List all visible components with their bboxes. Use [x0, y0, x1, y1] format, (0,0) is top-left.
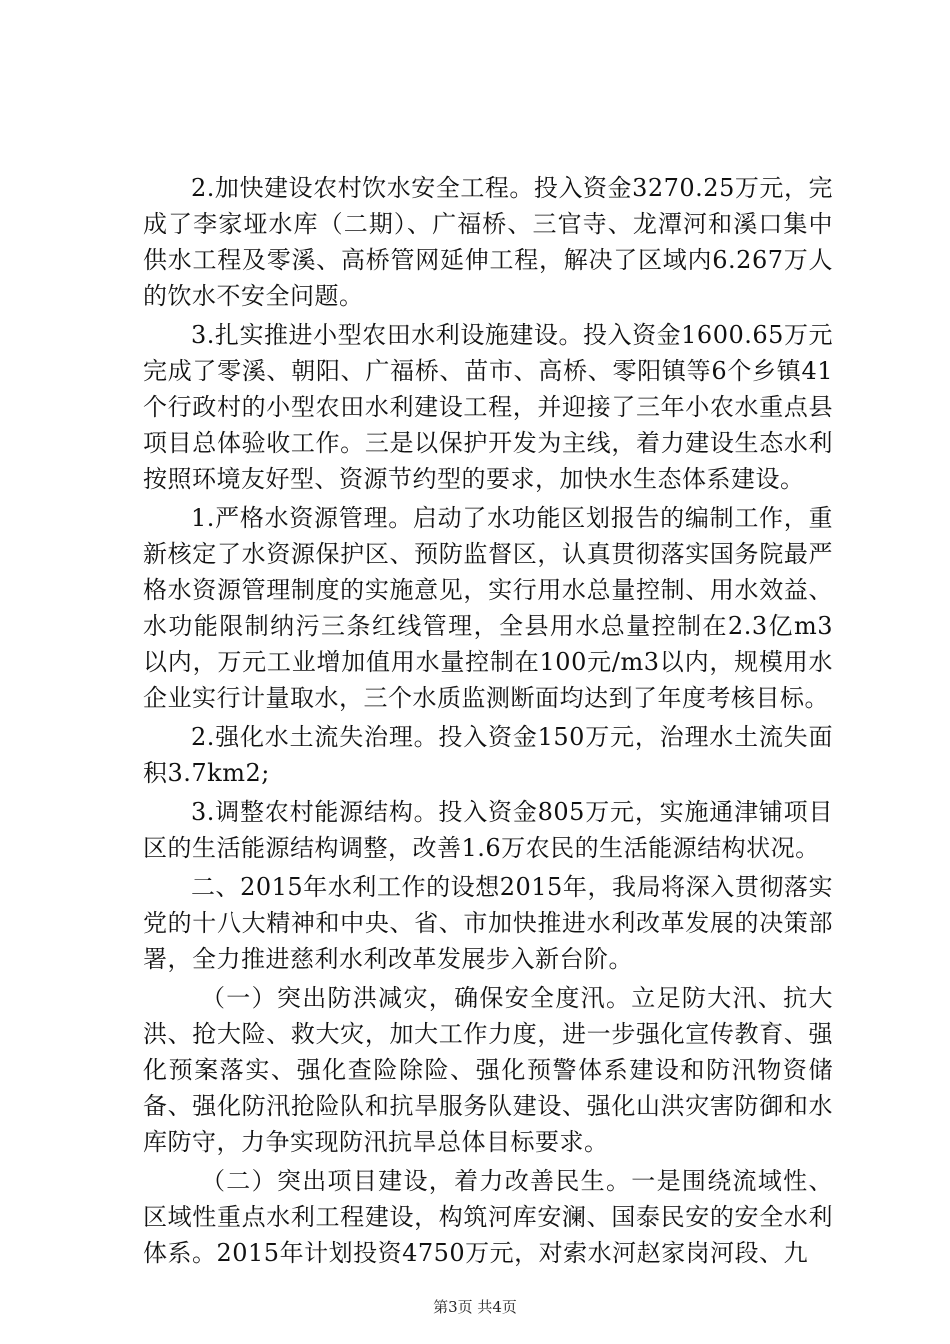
paragraph-farmland-irrigation: 3.扎实推进小型农田水利设施建设。投入资金1600.65万元完成了零溪、朝阳、广福桥、苗市、高桥、零阳镇等6个乡镇41个行政村的小型农田水利建设工程，并迎接了三年小农水重点县项目总体验收工作。三是以保护开发为主线，着力建设生态水利按照环境友好型、资源节约型的要求，加快水生态体系建设。: [143, 321, 833, 493]
paragraph-rural-energy: 3.调整农村能源结构。投入资金805万元，实施通津铺项目区的生活能源结构调整，改善1.6万农民的生活能源结构状况。: [143, 798, 833, 862]
document-body: [143, 170, 833, 1274]
page-number: 第3页 共4页: [433, 1298, 517, 1316]
paragraph-flood-prevention: （一）突出防洪减灾，确保安全度汛。立足防大汛、抗大洪、抢大险、救大灾，加大工作力度，进一步强化宣传教育、强化预案落实、强化查险除险、强化预警体系建设和防汛物资储备、强化防汛抢险队和抗旱服务队建设、强化山洪灾害防御和水库防守，力争实现防汛抗旱总体目标要求。: [143, 984, 833, 1156]
paragraph-water-resource-management: 1.严格水资源管理。启动了水功能区划报告的编制工作，重新核定了水资源保护区、预防监督区，认真贯彻落实国务院最严格水资源管理制度的实施意见，实行用水总量控制、用水效益、水功能限制纳污三条红线管理，全县用水总量控制在2.3亿m3以内，万元工业增加值用水量控制在100元/m3以内，规模用水企业实行计量取水，三个水质监测断面均达到了年度考核目标。: [143, 504, 833, 712]
paragraph-rural-drinking-water: 2.加快建设农村饮水安全工程。投入资金3270.25万元，完成了李家垭水库（二期）、广福桥、三官寺、龙潭河和溪口集中供水工程及零溪、高桥管网延伸工程，解决了区域内6.267万人的饮水不安全问题。: [143, 174, 833, 310]
paragraph-2015-plan: 二、2015年水利工作的设想2015年，我局将深入贯彻落实党的十八大精神和中央、省、市加快推进水利改革发展的决策部署，全力推进慈利水利改革发展步入新台阶。: [143, 873, 833, 973]
paragraph-soil-erosion: 2.强化水土流失治理。投入资金150万元，治理水土流失面积3.7km2;: [143, 723, 833, 787]
paragraph-project-construction: （二）突出项目建设，着力改善民生。一是围绕流域性、区域性重点水利工程建设，构筑河库安澜、国泰民安的安全水利体系。2015年计划投资4750万元，对索水河赵家岗河段、九: [143, 1167, 833, 1267]
